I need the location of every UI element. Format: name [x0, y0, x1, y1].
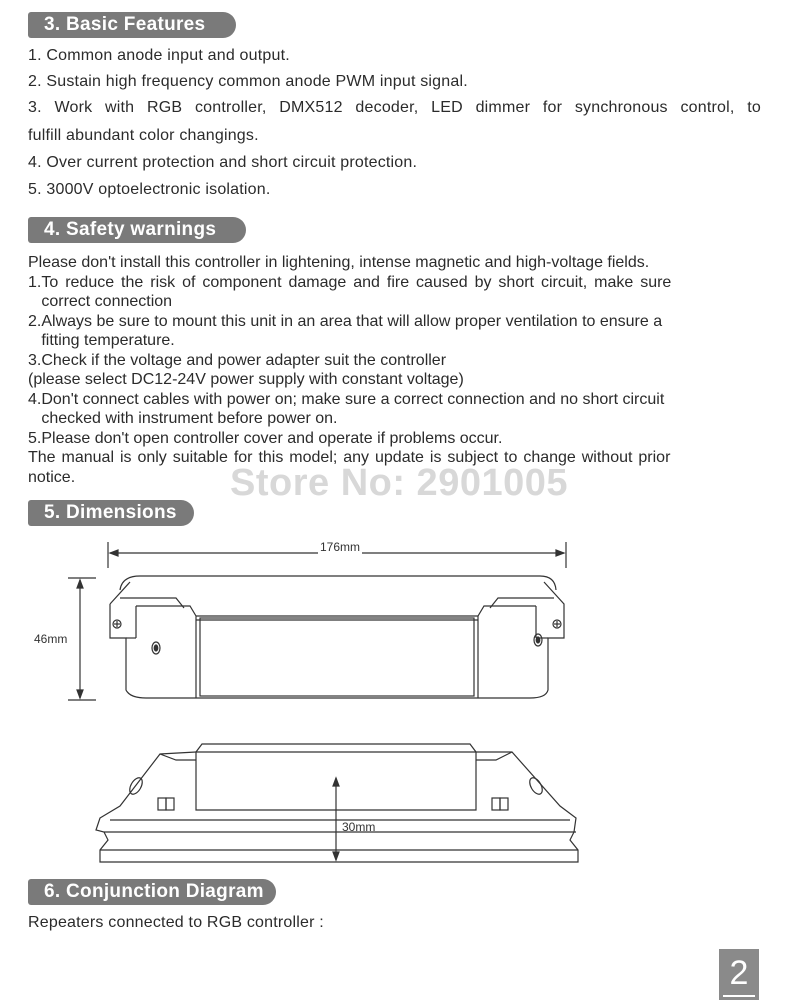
conjunction-text: Repeaters connected to RGB controller :: [28, 914, 324, 931]
safety-warnings-heading: 4. Safety warnings: [32, 217, 246, 243]
top-view-cover: [200, 618, 474, 696]
page-number: 2: [719, 949, 759, 1000]
safety-line: 4.Don't connect cables with power on; make sure a correct connection and no short circuit: [28, 390, 665, 408]
safety-warnings-text: [28, 253, 768, 487]
safety-line: 1.To reduce the risk of component damage and fire caused by short circuit, make sure: [28, 273, 672, 291]
basic-features-heading: 3. Basic Features: [32, 12, 236, 38]
feature-item: 3. Work with RGB controller, DMX512 decoder, LED dimmer for synchronous control, to: [28, 99, 761, 116]
dimensions-drawing: [0, 520, 800, 900]
safety-line: Please don't install this controller in lightening, intense magnetic and high-voltage fields.: [28, 254, 650, 271]
feature-item: 5. 3000V optoelectronic isolation.: [28, 181, 271, 198]
depth-dimension-label: 30mm: [342, 820, 376, 834]
feature-item: 1. Common anode input and output.: [28, 47, 290, 64]
safety-line: 3.Check if the voltage and power adapter suit the controller: [28, 351, 447, 369]
feature-item: 4. Over current protection and short circuit protection.: [28, 154, 418, 171]
safety-line: checked with instrument before power on.: [28, 410, 338, 427]
safety-line: (please select DC12-24V power supply with constant voltage): [28, 371, 464, 388]
safety-line: correct connection: [28, 293, 173, 310]
safety-line: 5.Please don't open controller cover and operate if problems occur.: [28, 429, 503, 447]
top-view-outline: [120, 576, 556, 590]
conjunction-diagram-heading: 6. Conjunction Diagram: [32, 879, 276, 905]
feature-item-continuation: fulfill abundant color changings.: [28, 127, 259, 144]
dimensions-heading: 5. Dimensions: [32, 500, 194, 526]
feature-item: 2. Sustain high frequency common anode PWM input signal.: [28, 73, 468, 90]
safety-line: The manual is only suitable for this model; any update is subject to change without prior: [28, 449, 671, 466]
safety-line: 2.Always be sure to mount this unit in an area that will allow proper ventilation to ensure a: [28, 312, 663, 330]
width-dimension-label: 176mm: [320, 540, 361, 554]
height-dimension-label: 46mm: [34, 632, 68, 646]
safety-line: notice.: [28, 468, 76, 486]
store-watermark: Store No: 2901005: [230, 462, 568, 504]
safety-line: fitting temperature.: [28, 332, 175, 349]
